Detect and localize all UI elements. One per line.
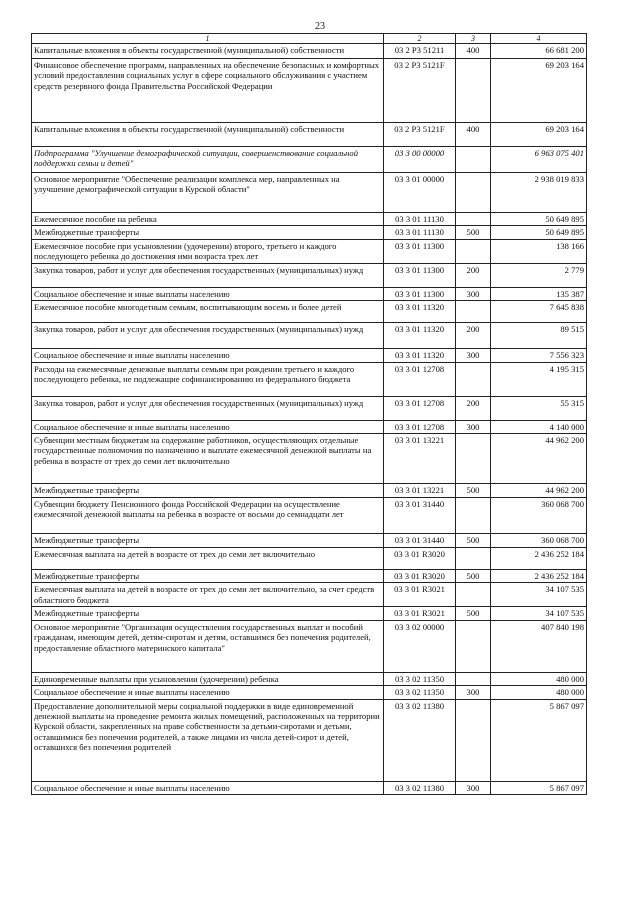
row-type: 500: [456, 570, 491, 583]
row-amount: 5 867 097: [491, 781, 587, 794]
row-name: Межбюджетные трансферты: [32, 484, 384, 498]
row-type: [456, 583, 491, 607]
row-type: [456, 672, 491, 685]
row-code: 03 3 01 13221: [384, 484, 456, 498]
row-type: [456, 213, 491, 226]
row-amount: 2 938 019 833: [491, 173, 587, 213]
row-amount: 360 068 700: [491, 534, 587, 548]
row-code: 03 3 02 11380: [384, 781, 456, 794]
row-name: Капитальные вложения в объекты государственной (муниципальной) собственности: [32, 44, 384, 59]
row-type: 300: [456, 349, 491, 362]
row-amount: 7 645 838: [491, 301, 587, 323]
table-row: [32, 173, 587, 213]
row-code: 03 3 02 11380: [384, 699, 456, 781]
table-row: [32, 59, 587, 123]
table-row: [32, 362, 587, 396]
row-name: Подпрограмма "Улучшение демографической ситуации, совершенствование социальной поддержки семьи и детей": [32, 147, 384, 173]
row-amount: 6 963 075 401: [491, 147, 587, 173]
row-name: Социальное обеспечение и иные выплаты населению: [32, 287, 384, 300]
table-row: [32, 396, 587, 420]
row-code: 03 3 01 11300: [384, 287, 456, 300]
row-amount: 69 203 164: [491, 59, 587, 123]
table-row: [32, 44, 587, 59]
row-amount: 89 515: [491, 323, 587, 349]
column-header-type: 3: [456, 34, 491, 44]
row-type: 200: [456, 323, 491, 349]
row-name: Социальное обеспечение и иные выплаты населению: [32, 781, 384, 794]
row-amount: 138 166: [491, 239, 587, 263]
row-code: 03 2 P3 5121F: [384, 59, 456, 123]
row-type: [456, 699, 491, 781]
row-amount: 480 000: [491, 672, 587, 685]
row-name: Закупка товаров, работ и услуг для обеспечения государственных (муниципальных) нужд: [32, 323, 384, 349]
table-row: [32, 583, 587, 607]
row-amount: 44 962 200: [491, 484, 587, 498]
row-type: 400: [456, 44, 491, 59]
row-type: 300: [456, 420, 491, 433]
row-name: Социальное обеспечение и иные выплаты населению: [32, 349, 384, 362]
row-amount: 69 203 164: [491, 123, 587, 147]
row-name: Межбюджетные трансферты: [32, 534, 384, 548]
row-amount: 34 107 535: [491, 607, 587, 620]
row-type: [456, 301, 491, 323]
table-row: [32, 263, 587, 287]
table-row: [32, 548, 587, 570]
table-row: [32, 620, 587, 672]
row-type: [456, 239, 491, 263]
row-amount: 50 649 895: [491, 226, 587, 239]
row-type: 200: [456, 396, 491, 420]
row-type: 500: [456, 226, 491, 239]
table-row: [32, 434, 587, 484]
table-row: [32, 534, 587, 548]
row-amount: 66 681 200: [491, 44, 587, 59]
column-header-name: 1: [32, 34, 384, 44]
row-type: 300: [456, 287, 491, 300]
table-row: [32, 349, 587, 362]
row-code: 03 3 02 00000: [384, 620, 456, 672]
row-type: [456, 147, 491, 173]
row-amount: 2 436 252 184: [491, 570, 587, 583]
table-row: [32, 301, 587, 323]
row-amount: 2 436 252 184: [491, 548, 587, 570]
row-name: Единовременные выплаты при усыновлении (удочерении) ребенка: [32, 672, 384, 685]
row-name: Межбюджетные трансферты: [32, 570, 384, 583]
table-row: [32, 484, 587, 498]
row-amount: 7 556 323: [491, 349, 587, 362]
row-code: 03 3 01 R3021: [384, 583, 456, 607]
row-type: [456, 59, 491, 123]
row-code: 03 3 01 12708: [384, 396, 456, 420]
table-row: [32, 123, 587, 147]
row-name: Капитальные вложения в объекты государственной (муниципальной) собственности: [32, 123, 384, 147]
row-amount: 55 315: [491, 396, 587, 420]
row-name: Предоставление дополнительной меры социальной поддержки в виде единовременной денежной выплаты на проведение ремонта жилых помещений, расположенных на территории Курской области, закрепленных на праве собственности за детьми-сиротами и детьми, оставшимися без попечения родителей, а также лицами из числа детей-сирот и детей, оставшихся без попечения родителей: [32, 699, 384, 781]
row-type: 300: [456, 781, 491, 794]
row-amount: 2 779: [491, 263, 587, 287]
row-name: Ежемесячное пособие при усыновлении (удочерении) второго, третьего и каждого последующего ребенка до достижения ими возраста трех лет: [32, 239, 384, 263]
table-row: [32, 699, 587, 781]
row-name: Закупка товаров, работ и услуг для обеспечения государственных (муниципальных) нужд: [32, 396, 384, 420]
row-amount: 407 840 198: [491, 620, 587, 672]
table-body: [32, 44, 587, 795]
row-type: [456, 434, 491, 484]
column-number-row: [32, 34, 587, 44]
table-row: [32, 498, 587, 534]
column-header-amount: 4: [491, 34, 587, 44]
row-code: 03 3 01 11320: [384, 349, 456, 362]
row-type: [456, 548, 491, 570]
table-row: [32, 323, 587, 349]
table-row: [32, 607, 587, 620]
row-name: Социальное обеспечение и иные выплаты населению: [32, 420, 384, 433]
row-code: 03 2 P3 51211: [384, 44, 456, 59]
row-code: 03 3 01 11320: [384, 301, 456, 323]
table-row: [32, 686, 587, 699]
row-name: Субвенции бюджету Пенсионного фонда Российской Федерации на осуществление ежемесячной денежной выплаты на ребенка в возрасте от восьми до семнадцати лет: [32, 498, 384, 534]
row-code: 03 3 02 11350: [384, 672, 456, 685]
row-amount: 50 649 895: [491, 213, 587, 226]
row-code: 03 2 P3 5121F: [384, 123, 456, 147]
table-row: [32, 213, 587, 226]
row-amount: 360 068 700: [491, 498, 587, 534]
budget-table: [31, 33, 587, 795]
row-name: Закупка товаров, работ и услуг для обеспечения государственных (муниципальных) нужд: [32, 263, 384, 287]
row-code: 03 3 01 11130: [384, 213, 456, 226]
row-code: 03 3 01 13221: [384, 434, 456, 484]
row-type: 200: [456, 263, 491, 287]
table-row: [32, 147, 587, 173]
row-name: Ежемесячное пособие на ребенка: [32, 213, 384, 226]
row-amount: 4 140 000: [491, 420, 587, 433]
row-name: Субвенции местным бюджетам на содержание работников, осуществляющих отдельные государственные полномочия по назначению и выплате ежемесячной денежной выплаты на ребенка в возрасте от трех до семи лет включительно: [32, 434, 384, 484]
row-name: Основное мероприятие "Организация осуществления государственных выплат и пособий гражданам, имеющим детей, детям-сиротам и детям, оставшимся без попечения родителей, предоставление областного материнского капитала": [32, 620, 384, 672]
row-code: 03 3 01 R3021: [384, 607, 456, 620]
row-name: Ежемесячное пособие многодетным семьям, воспитывающим восемь и более детей: [32, 301, 384, 323]
row-amount: 135 387: [491, 287, 587, 300]
row-code: 03 3 01 12708: [384, 420, 456, 433]
row-type: 500: [456, 484, 491, 498]
table-row: [32, 672, 587, 685]
row-type: 300: [456, 686, 491, 699]
row-amount: 480 000: [491, 686, 587, 699]
table-row: [32, 287, 587, 300]
row-code: 03 3 01 11300: [384, 239, 456, 263]
row-type: [456, 498, 491, 534]
row-code: 03 3 02 11350: [384, 686, 456, 699]
row-code: 03 3 01 31440: [384, 498, 456, 534]
row-code: 03 3 00 00000: [384, 147, 456, 173]
row-name: Ежемесячная выплата на детей в возрасте от трех до семи лет включительно: [32, 548, 384, 570]
row-name: Межбюджетные трансферты: [32, 226, 384, 239]
row-type: 500: [456, 607, 491, 620]
row-code: 03 3 01 R3020: [384, 570, 456, 583]
row-code: 03 3 01 31440: [384, 534, 456, 548]
table-row: [32, 239, 587, 263]
row-amount: 44 962 200: [491, 434, 587, 484]
row-code: 03 3 01 00000: [384, 173, 456, 213]
column-header-code: 2: [384, 34, 456, 44]
row-name: Социальное обеспечение и иные выплаты населению: [32, 686, 384, 699]
row-type: 500: [456, 534, 491, 548]
table-row: [32, 226, 587, 239]
table-row: [32, 420, 587, 433]
table-row: [32, 781, 587, 794]
page-number: 23: [315, 21, 325, 32]
row-name: Ежемесячная выплата на детей в возрасте от трех до семи лет включительно, за счет средств областного бюджета: [32, 583, 384, 607]
row-type: [456, 362, 491, 396]
row-code: 03 3 01 11320: [384, 323, 456, 349]
row-name: Основное мероприятие "Обеспечение реализации комплекса мер, направленных на улучшение демографической ситуации в Курской области": [32, 173, 384, 213]
row-amount: 34 107 535: [491, 583, 587, 607]
row-amount: 5 867 097: [491, 699, 587, 781]
row-code: 03 3 01 11300: [384, 263, 456, 287]
table-row: [32, 570, 587, 583]
row-name: Расходы на ежемесячные денежные выплаты семьям при рождении третьего и каждого последующего ребенка, не подлежащие софинансированию из федерального бюджета: [32, 362, 384, 396]
row-name: Межбюджетные трансферты: [32, 607, 384, 620]
row-name: Финансовое обеспечение программ, направленных на обеспечение безопасных и комфортных условий предоставления социальных услуг в сфере социального обслуживания с участием средств резервного фонда Правительства Российской Федерации: [32, 59, 384, 123]
row-code: 03 3 01 R3020: [384, 548, 456, 570]
row-code: 03 3 01 11130: [384, 226, 456, 239]
row-type: [456, 620, 491, 672]
row-type: 400: [456, 123, 491, 147]
row-type: [456, 173, 491, 213]
row-amount: 4 195 315: [491, 362, 587, 396]
row-code: 03 3 01 12708: [384, 362, 456, 396]
